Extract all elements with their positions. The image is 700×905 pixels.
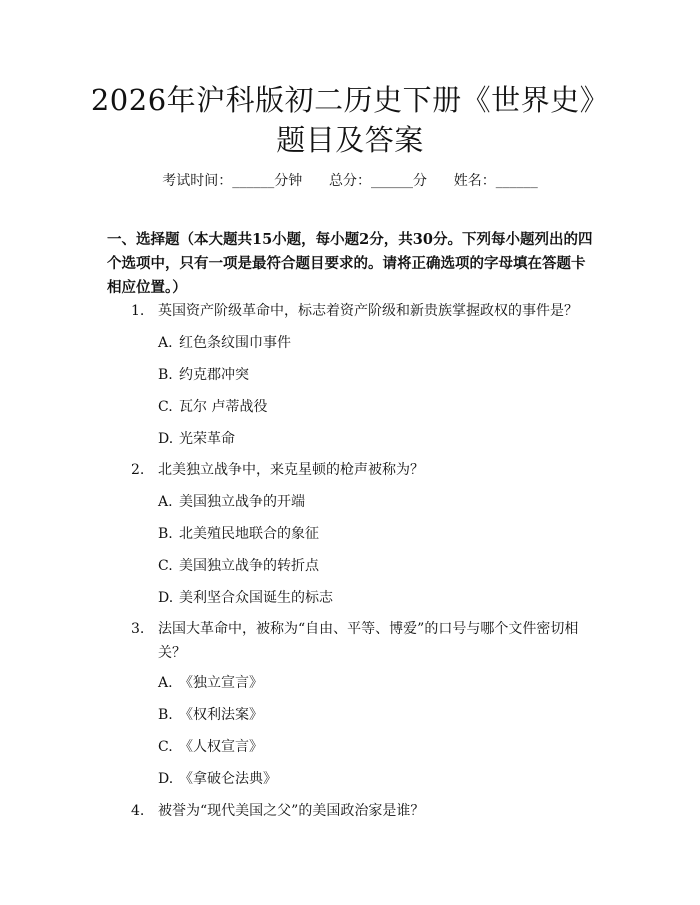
option-1-d — [158, 429, 235, 449]
question-number: 2. — [131, 462, 145, 478]
question-stem: 北美独立战争中，来克星顿的枪声被称为？ — [158, 462, 424, 478]
option-letter: C. — [158, 399, 173, 415]
option-1-b — [158, 365, 249, 385]
exam-info-line: 考试时间：______分钟 总分：______分 姓名：______ — [162, 173, 538, 189]
option-text: 美利坚合众国诞生的标志 — [179, 590, 333, 606]
option-text: 约克郡冲突 — [179, 367, 249, 383]
option-3-a — [158, 673, 263, 693]
option-letter: B. — [158, 526, 173, 542]
option-text: 瓦尔 卢蒂战役 — [179, 399, 268, 415]
question-number: 4. — [131, 803, 145, 819]
option-text: 《人权宣言》 — [179, 739, 263, 755]
option-text: 北美殖民地联合的象征 — [179, 526, 319, 542]
option-letter: B. — [158, 367, 173, 383]
option-letter: D. — [158, 590, 174, 606]
option-letter: C. — [158, 558, 173, 574]
option-letter: D. — [158, 771, 174, 787]
question-number: 1. — [131, 303, 145, 319]
option-text: 《拿破仑法典》 — [179, 771, 277, 787]
option-text: 红色条纹围巾事件 — [179, 335, 291, 351]
option-2-a — [158, 492, 305, 512]
question-4 — [131, 799, 591, 823]
option-letter: B. — [158, 707, 173, 723]
question-1 — [131, 299, 591, 323]
option-text: 美国独立战争的开端 — [179, 494, 305, 510]
option-1-c — [158, 397, 267, 417]
question-stem: 被誉为“现代美国之父”的美国政治家是谁？ — [158, 803, 425, 819]
option-text: 《权利法案》 — [179, 707, 263, 723]
option-letter: D. — [158, 431, 174, 447]
option-letter: A. — [158, 335, 173, 351]
option-text: 《独立宣言》 — [179, 675, 263, 691]
option-1-a — [158, 333, 291, 353]
question-number: 3. — [131, 621, 145, 637]
question-stem: 法国大革命中，被称为“自由、平等、博爱”的口号与哪个文件密切相关？ — [158, 621, 579, 661]
question-stem: 英国资产阶级革命中，标志着资产阶级和新贵族掌握政权的事件是？ — [158, 303, 578, 319]
option-letter: A. — [158, 675, 173, 691]
question-2 — [131, 458, 591, 482]
document-title: 2026年沪科版初二历史下册《世界史》题目及答案 — [90, 83, 610, 157]
option-3-c — [158, 737, 263, 757]
option-letter: A. — [158, 494, 173, 510]
option-letter: C. — [158, 739, 173, 755]
option-text: 美国独立战争的转折点 — [179, 558, 319, 574]
option-3-b — [158, 705, 263, 725]
question-3 — [131, 617, 591, 665]
option-2-b — [158, 524, 319, 544]
option-2-d — [158, 588, 333, 608]
option-2-c — [158, 556, 319, 576]
option-text: 光荣革命 — [179, 431, 235, 447]
option-3-d — [158, 769, 277, 789]
section-heading: 一、选择题（本大题共15小题，每小题2分，共30分。下列每小题列出的四个选项中，只有一项是最符合题目要求的。请将正确选项的字母填在答题卡相应位置。） — [107, 231, 593, 296]
